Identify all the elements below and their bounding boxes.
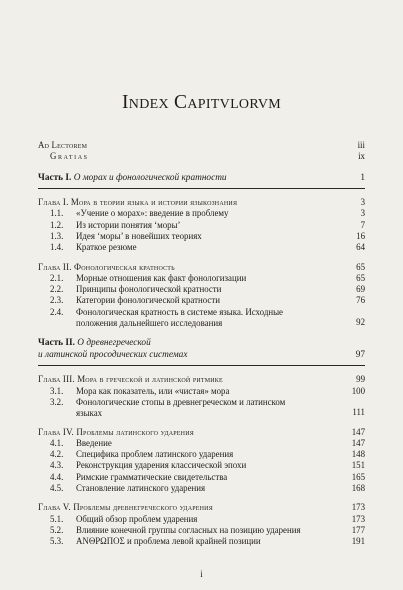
toc-chapter-3: [38, 374, 365, 385]
entry-label: Ad Lectorem: [38, 140, 88, 150]
chapter-page: 99: [356, 374, 365, 385]
toc-section: 4.5. Становление латинского ударения 168: [50, 483, 365, 494]
chapter-label: Глава III. Мора в греческой и латинской ритмике: [38, 374, 223, 385]
chapter-label: Глава I. Мора в теории языка и истории языкознания: [38, 197, 238, 208]
toc-section: 3.2. Фонологические стопы в древнегреческом и латинском языках 111: [50, 396, 365, 419]
toc-section: 3.1. Мора как показатель, или «чистая» мора 100: [50, 385, 365, 396]
toc-part-1: [38, 173, 365, 185]
toc-entry-ad-lectorem: [38, 140, 365, 151]
toc-entry-gratias: [38, 151, 365, 162]
toc-chapter-2: [38, 262, 365, 273]
chapter-page: 65: [356, 261, 365, 272]
table-of-contents: [38, 140, 365, 548]
part-title-line-1: О древнегреческой: [77, 338, 151, 349]
entry-page: ix: [358, 151, 365, 162]
toc-chapter-4: [38, 427, 365, 438]
page-number: i: [200, 569, 203, 579]
toc-section: 2.2. Принципы фонологической кратности 69: [50, 284, 365, 295]
chapter-label: Глава IV. Проблемы латинского ударения: [38, 426, 194, 437]
part-page: 97: [355, 349, 365, 360]
chapter-label: Глава V. Проблемы древнегреческого ударения: [38, 502, 213, 513]
part-label: Часть II.: [38, 338, 75, 349]
toc-section: 4.1. Введение 147: [50, 437, 365, 448]
chapter-page: 173: [351, 502, 365, 513]
chapter-label: Глава II. Фонологическая кратность: [38, 261, 175, 272]
toc-section: 1.2. Из истории понятия ‘моры’ 7: [50, 219, 365, 230]
toc-part-2: [38, 338, 365, 361]
toc-section: 2.1. Морные отношения как факт фонологизации 65: [50, 272, 365, 283]
part-label: Часть I.: [38, 172, 72, 183]
toc-section: 5.2. Влияние конечной группы согласных на позицию ударения 177: [50, 524, 365, 535]
entry-page: iii: [357, 140, 365, 150]
part-title-line-2: и латинской просодических системах: [38, 349, 188, 360]
toc-section: 2.3. Категории фонологической кратности 76: [50, 295, 365, 306]
page-title: Index Capitvlorvm: [121, 92, 282, 113]
toc-section: 1.3. Идея ‘моры’ в новейших теориях 16: [50, 230, 365, 241]
toc-section: 5.3. ΑΝΘΡΩΠΟΣ и проблема левой крайней позиции 191: [50, 536, 365, 547]
toc-chapter-1: [38, 197, 365, 208]
chapter-page: 147: [351, 426, 365, 437]
chapter-page: 3: [360, 197, 365, 208]
toc-section: 1.1. «Учение о морах»: введение в проблему 3: [50, 208, 365, 219]
toc-section: 4.3. Реконструкция ударения классической эпохи 151: [50, 460, 365, 471]
entry-label: Gratias: [50, 151, 89, 162]
toc-section: 5.1. Общий обзор проблем ударения 173: [50, 513, 365, 524]
toc-section: 1.4. Краткое резюме 64: [50, 242, 365, 253]
toc-section: 4.4. Римские грамматические свидетельства 165: [50, 471, 365, 482]
part-page: 1: [360, 172, 365, 183]
toc-section: 2.4. Фонологическая кратность в системе языка. Исходные положения дальнейшего исследования 92: [50, 306, 365, 329]
toc-section: 4.2. Специфика проблем латинского ударения 148: [50, 449, 365, 460]
part-title: О морах и фонологической кратности: [73, 172, 227, 183]
toc-chapter-5: [38, 502, 365, 513]
